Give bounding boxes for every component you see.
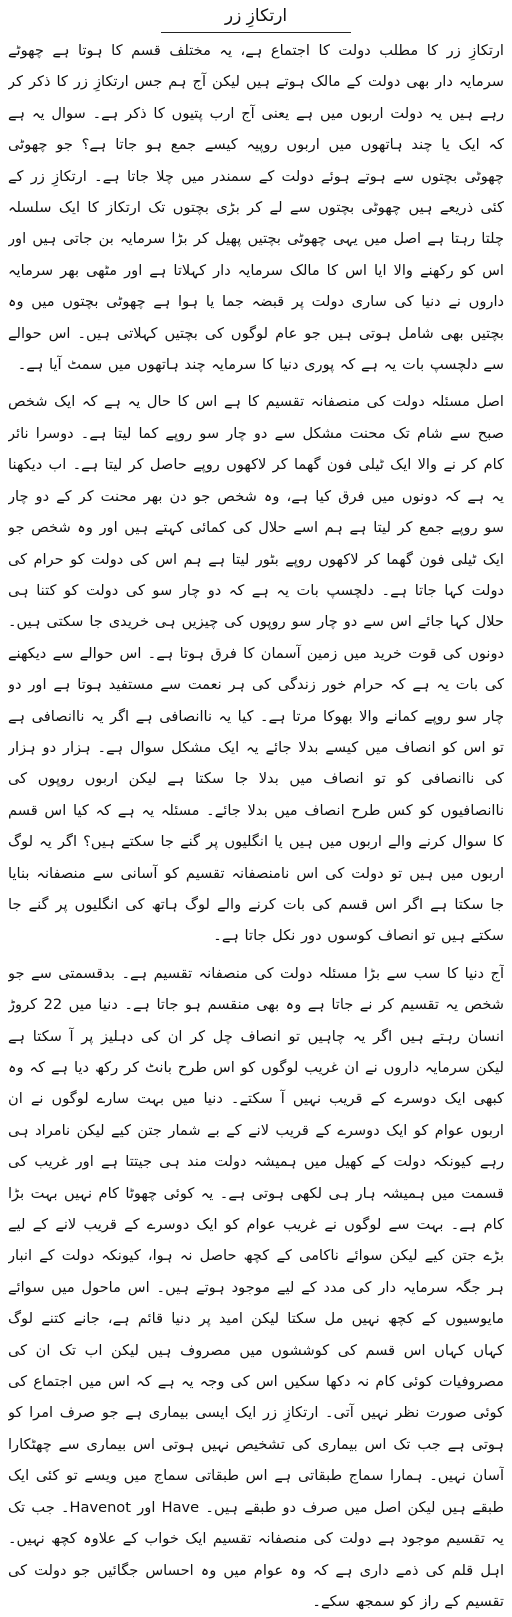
title-underline bbox=[161, 32, 351, 33]
article-body bbox=[8, 35, 504, 1617]
article-title: ارتکازِ زر bbox=[224, 6, 288, 26]
paragraph-2: اصل مسئلہ دولت کی منصفانہ تقسیم کا ہے اس کا حال یہ ہے کہ ایک شخص صبح سے شام تک محنت مشکل سے دو چار سو روپے کما لیتا ہے۔ دوسرا نائر کام کر نے والا ایک ٹیلی فون گھما کر لاکھوں روپے حاصل کر لیتا ہے۔ اب دیکھنا یہ ہے کہ دونوں میں فرق کیا ہے، وہ شخص جو دن بھر محنت کر کے دو چار سو روپے جمع کر لیتا ہے ہم اسے حلال کی کمائی کہتے ہیں اور وہ شخص جو ایک ٹیلی فون گھما کر لاکھوں روپے بٹور لیتا ہے ہم اس کی دولت کو حرام کی دولت کہا جاتا ہے۔ دلچسپ بات یہ ہے کہ دو چار سو کی دولت کو کتنا ہی حلال کہا جائے اس سے دو چار سو روپوں کی چیزیں ہی خریدی جا سکتی ہیں۔ دونوں کی قوت خرید میں زمین آسمان کا فرق ہوتا ہے۔ اس حوالے سے دیکھنے کی بات یہ ہے کہ حرام خور زندگی کی ہر نعمت سے مستفید ہوتا ہے اور دو چار سو روپے کمانے والا بھوکا مرتا ہے۔ کیا یہ ناانصافی ہے اگر یہ ناانصافی ہے تو اس کو انصاف میں کیسے بدلا جائے یہ ایک مشکل سوال ہے۔ ہزار دو ہزار کی ناانصافی کو تو انصاف میں بدلا جا سکتا ہے لیکن اربوں روپوں کی ناانصافیوں کو کس طرح انصاف میں بدلا جائے۔ مسئلہ یہ ہے کہ کیا اس قسم کا سوال کرنے والے اربوں میں ہیں یا انگلیوں پر گنے جا سکتے ہیں؟ اگر یہ لوگ اربوں میں ہیں تو دولت کی اس نامنصفانہ تقسیم کو آسانی سے منصفانہ بنایا جا سکتا ہے اگر اس قسم کی بات کرنے والے لوگ ہاتھ کی انگلیوں پر گنے جا سکتے ہیں تو انصاف کوسوں دور نکل جاتا ہے۔ bbox=[8, 393, 504, 945]
paragraph-1: ارتکازِ زر کا مطلب دولت کا اجتماع ہے، یہ مختلف قسم کا ہوتا ہے چھوٹے سرمایہ دار بھی دولت کے مالک ہوتے ہیں لیکن آج ہم جس ارتکازِ زر کا ذکر کر رہے ہیں یہ دولت اربوں میں ہے یعنی آج ارب پتیوں کا ذکر ہے۔ سوال یہ ہے کہ ایک یا چند ہاتھوں میں اربوں روپیہ کیسے جمع ہو جاتا ہے؟ جو چھوٹی چھوٹی بچتوں سے ہوتے ہوئے دولت کے سمندر میں چلا جاتا ہے۔ ارتکازِ زر کے کئی ذریعے ہیں چھوٹی بچتوں سے لے کر بڑی بچتوں تک ارتکاز کا ایک سلسلہ چلتا رہتا ہے اصل میں یہی چھوٹی بچتیں پھیل کر بڑا سرمایہ بن جاتی ہیں اور اس کو رکھنے والا ایا اس کا مالک سرمایہ دار کہلاتا ہے اور مٹھی بھر سرمایہ داروں نے دنیا کی ساری دولت پر قبضہ جما یا ہوا ہے چھوٹی بچتوں میں وہ بچتیں بھی شامل ہوتی ہیں جو عام لوگوں کی بچتیں کہلاتی ہیں۔ اس حوالے سے دلچسپ بات یہ ہے کہ پوری دنیا کا سرمایہ چند ہاتھوں میں سمٹ آیا ہے۔ bbox=[8, 42, 504, 374]
paragraph-3: آج دنیا کا سب سے بڑا مسئلہ دولت کی منصفانہ تقسیم ہے۔ بدقسمتی سے جو شخص یہ تقسیم کر نے جاتا ہے وہ بھی منقسم ہو جاتا ہے۔ دنیا میں 22 کروڑ انسان رہتے ہیں اگر یہ چاہیں تو انصاف چل کر ان کی دہلیز پر آ سکتا ہے لیکن سرمایہ داروں نے ان غریب لوگوں کو اس طرح بانٹ کر رکھ دیا ہے کہ وہ کبھی ایک دوسرے کے قریب نہیں آ سکتے۔ دنیا میں بہت سارے لوگوں نے ان اربوں عوام کو ایک دوسرے کے قریب لانے کے بے شمار جتن کیے لیکن نامراد ہی رہے کیونکہ دولت کے کھیل میں ہمیشہ دولت مند ہی جیتتا ہے اور غریب کی قسمت میں ہمیشہ ہار ہی لکھی ہوتی ہے۔ یہ کوئی چھوٹا کام نہیں بہت بڑا کام ہے۔ بہت سے لوگوں نے غریب عوام کو ایک دوسرے کے قریب لانے کے لیے بڑے جتن کیے لیکن سوائے ناکامی کے کچھ حاصل نہ ہوا، کیونکہ دولت کے انبار ہر جگہ سرمایہ دار کی مدد کے لیے موجود ہوتے ہیں۔ اس ماحول میں سوائے مایوسیوں کے کچھ نہیں مل سکتا لیکن امید پر دنیا قائم ہے، جانے کتنے لوگ کہاں کہاں اس قسم کی کوششوں میں مصروف ہیں لیکن اب تک ان کی مصروفیات کوئی کام نہ دکھا سکیں اس کی وجہ یہ ہے کہ اس میں اجتماع کی کوئی صورت نظر نہیں آتی۔ ارتکازِ زر ایک ایسی بیماری ہے جو صرف امرا کو ہوتی ہے جب تک اس بیماری کی تشخیص نہیں ہوتی اس بیماری سے چھٹکارا آسان نہیں۔ ہمارا سماج طبقاتی ہے اس طبقاتی سماج میں ویسے تو کئی ایک طبقے ہیں لیکن اصل میں صرف دو طبقے ہیں۔ Have اور Havenot۔ جب تک یہ تقسیم موجود ہے دولت کی منصفانہ تقسیم ایک خواب کے علاوہ کچھ نہیں۔ اہل قلم کی ذمے داری ہے کہ وہ عوام میں وہ احساس جگائیں جو دولت کی تقسیم کے راز کو سمجھ سکے۔ bbox=[8, 964, 504, 1610]
